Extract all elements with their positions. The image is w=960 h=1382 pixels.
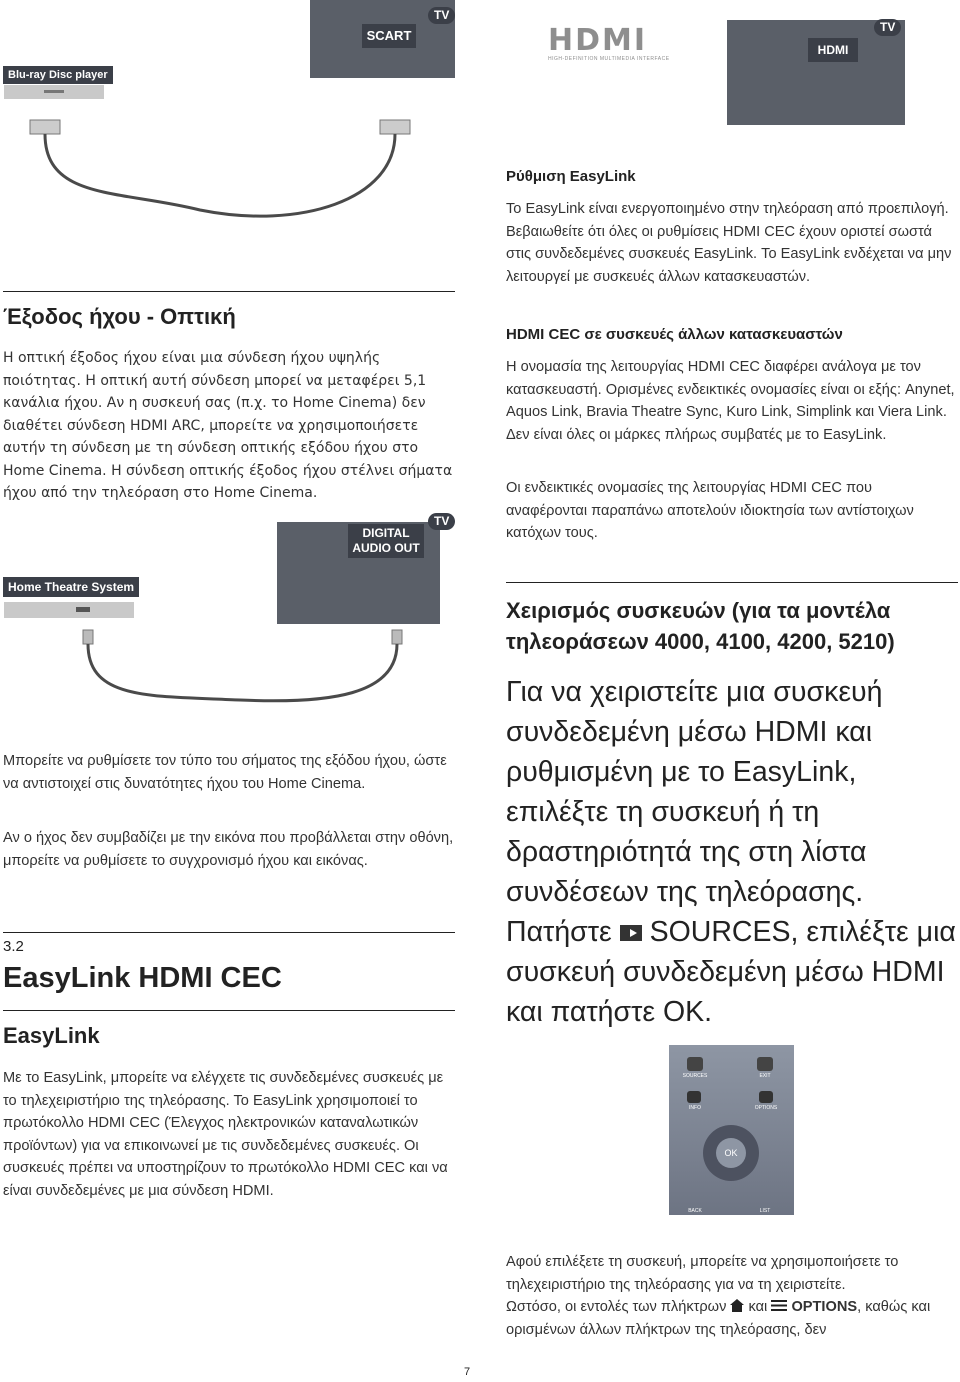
ok-button: OK [716, 1138, 746, 1168]
easylink-paragraph: Με το EasyLink, μπορείτε να ελέγχετε τις συνδεδεμένες συσκευές με το τηλεχειριστήριο της τηλεόρασης. Το EasyLink χρησιμοποιεί το πρωτόκολλο HDMI CEC (Έλεγχος ηλεκτρονικών καταναλωτικών προϊόντων) για να επικοινωνεί με τις συνδεδεμένες συσκευές. Οι συσκευές πρέπει να υποστηρίζουν το πρωτόκολλο HDMI CEC και να είναι συνδεδεμένες με μια σύνδεση HDMI. [3, 1070, 448, 1199]
sources-button [687, 1057, 703, 1071]
setup-title: Ρύθμιση EasyLink [506, 168, 636, 185]
optical-port-label: DIGITAL AUDIO OUT [348, 524, 424, 558]
page-number: 7 [464, 1366, 471, 1378]
scart-cable [0, 80, 460, 230]
hdmi-logo: HDMI HIGH-DEFINITION MULTIMEDIA INTERFACE [548, 23, 670, 62]
exit-button [757, 1057, 773, 1071]
tv-panel-hdmi [727, 20, 905, 125]
home-theatre-device-label: Home Theatre System [3, 577, 139, 597]
home-icon [730, 1299, 744, 1312]
section-number: 3.2 [3, 938, 24, 955]
section-title: EasyLink HDMI CEC [3, 962, 282, 994]
rule-easylink [3, 1010, 455, 1011]
control-title: Χειρισμός συσκευών (για τα μοντέλα τηλεοράσεων 4000, 4100, 4200, 5210) [506, 598, 895, 654]
setup-paragraph: Το EasyLink είναι ενεργοποιημένο στην τηλεόραση από προεπιλογή. Βεβαιωθείτε ότι όλες οι ρυθμίσεις HDMI CEC έχουν οριστεί σωστά στις συνδεδεμένες συσκευές EasyLink. Το EasyLink ενδέχεται να μην λειτουργεί με συσκευές άλλων κατασκευαστών. [506, 201, 952, 285]
tv-badge-hdmi: TV [874, 19, 901, 36]
tv-badge-scart: TV [428, 7, 455, 24]
cec-paragraph-2: Οι ενδεικτικές ονομασίες της λειτουργίας HDMI CEC που αναφέρονται παραπάνω αποτελούν ιδιοκτησία των αντίστοιχων κατόχων τους. [506, 480, 914, 541]
control-big-text [506, 672, 958, 1032]
hdmi-port-label: HDMI [808, 38, 858, 62]
optical-paragraph-1: Η οπτική έξοδος ήχου είναι μια σύνδεση ήχου υψηλής ποιότητας. Η οπτική αυτή σύνδεση μπορεί να μεταφέρει 5,1 κανάλια ήχου. Αν η συσκευή σας (π.χ. το Home Cinema) δεν διαθέτει σύνδεση HDMI ARC, μπορείτε να χρησιμοποιήσετε αυτήν τη σύνδεση με τη σύνδεση οπτικής εξόδου ήχου στο Home Cinema. Η σύνδεση οπτικής έξοδος ήχου στέλνει σήματα ήχου από την τηλεόραση στο Home Cinema. [3, 350, 453, 501]
control-big-instruction: Πατήστε SOURCES, επιλέξτε μια συσκευή συνδεδεμένη μέσω HDMI και πατήστε OK. [506, 916, 956, 1028]
after-paragraph-2: Ωστόσο, οι εντολές των πλήκτρων και OPTIONS, καθώς και ορισμένων άλλων πλήκτρων της τηλεόρασης, δεν [506, 1299, 931, 1338]
rule-section [3, 932, 455, 933]
after-paragraph-1: Αφού επιλέξετε τη συσκευή, μπορείτε να χρησιμοποιήσετε το τηλεχειριστήριο της τηλεόρασης για να τη χειριστείτε. [506, 1254, 899, 1293]
remote-image: SOURCES EXIT INFO OPTIONS OK BACK LIST [669, 1045, 794, 1215]
optical-paragraph-3: Αν ο ήχος δεν συμβαδίζει με την εικόνα που προβάλλεται στην οθόνη, μπορείτε να ρυθμίσετε το συγχρονισμό ήχου και εικόνας. [3, 830, 454, 869]
control-big-paragraph: Για να χειριστείτε μια συσκευή συνδεδεμένη μέσω HDMI και ρυθμισμένη με το EasyLink, επιλέξτε τη συσκευή ή τη δραστηριότητά της στη λίστα συνδέσεων της τηλεόρασης. [506, 676, 883, 908]
optical-paragraph-2: Μπορείτε να ρυθμίσετε τον τύπο του σήματος της εξόδου ήχου, ώστε να αντιστοιχεί στις δυνατότητες ήχου του Home Cinema. [3, 753, 447, 792]
options-button [759, 1091, 773, 1103]
options-icon [771, 1300, 787, 1311]
sources-icon [620, 925, 642, 941]
cec-title: HDMI CEC σε συσκευές άλλων κατασκευαστών [506, 326, 843, 343]
bluray-device-label: Blu-ray Disc player [3, 66, 113, 84]
scart-port-label: SCART [362, 24, 416, 48]
optical-cable [0, 600, 460, 710]
info-button [687, 1091, 701, 1103]
optical-section-title: Έξοδος ήχου - Οπτική [3, 304, 236, 329]
tv-badge-optical: TV [428, 513, 455, 530]
rule-control [506, 582, 958, 583]
cec-paragraph-1: Η ονομασία της λειτουργίας HDMI CEC διαφέρει ανάλογα με τον κατασκευαστή. Ορισμένες ενδεικτικές ονομασίες είναι οι εξής: Anynet, Aquos Link, Bravia Theatre Sync, Kuro Link, Simplink και Viera Link. Δεν είναι όλες οι μάρκες πλήρως συμβατές με το EasyLink. [506, 359, 955, 443]
rule-optical [3, 291, 455, 292]
easylink-title: EasyLink [3, 1023, 100, 1048]
home-theatre-body [4, 602, 134, 618]
